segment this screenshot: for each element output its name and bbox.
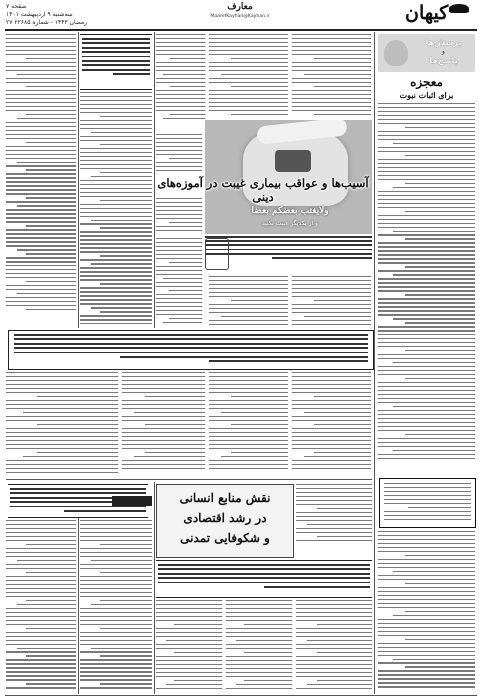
section-title: معارف — [227, 2, 253, 12]
column-divider — [374, 32, 375, 694]
feature-quote-band — [8, 330, 374, 370]
qa-subtitle: برای اثبات نبوت — [399, 90, 454, 100]
qa-banner-answers: پاسخ‌ها — [429, 56, 458, 65]
photo-caption-arabic: ولایغتب بعضکم بعضا — [251, 206, 329, 216]
logo-emblem-icon — [449, 4, 469, 13]
bottom-col-4 — [156, 600, 222, 694]
bottom-col-3 — [226, 600, 292, 694]
bottom-headline-line-2: در رشد اقتصادی — [183, 511, 267, 525]
bottom-headline-line-3: و شکوفایی تمدنی — [180, 531, 270, 545]
section-email: MaarefKayhan@Kayhan.ir — [210, 14, 270, 19]
header-rule — [5, 29, 477, 31]
page-number: صفحه ۷ — [6, 3, 27, 10]
qa-banner — [378, 34, 475, 72]
issue-number: ۲۷ رمضان ۱۴۴۳ - شماره ۲۲۶۸۵ — [6, 19, 88, 26]
bottom-mid-col — [80, 520, 152, 694]
feature-col-4 — [156, 134, 202, 174]
bottom-headline-line-1: نقش منابع انسانی — [179, 491, 271, 505]
column-divider — [78, 32, 79, 328]
feature-col-5 — [156, 198, 202, 234]
section-divider — [6, 479, 372, 480]
feature-body-col-2 — [209, 276, 288, 328]
bottom-left-col — [6, 520, 76, 694]
feature-lower-col-1 — [292, 372, 371, 474]
qa-quote-box — [379, 478, 476, 528]
left-col-2 — [80, 92, 152, 328]
feature-lower-col-2 — [209, 372, 288, 474]
feature-body-col-1 — [292, 276, 371, 328]
feature-intro-ornament-icon — [205, 238, 229, 270]
qa-banner-and: و — [442, 48, 445, 55]
qa-body-text — [378, 103, 475, 473]
left-col-1 — [6, 34, 76, 324]
bottom-col-1 — [296, 484, 372, 546]
issue-date: سه‌شنبه ۹ اردیبهشت ۱۴۰۱ — [6, 11, 73, 18]
qa-banner-label: پرسش‌ها — [425, 38, 462, 47]
feature-headline: آسیب‌ها و عواقب بیماری غیبت در آموزه‌های دینی — [157, 176, 369, 204]
phone-display-icon — [275, 150, 311, 172]
feature-col-1 — [292, 34, 371, 119]
left-lower-col-1 — [6, 372, 118, 476]
photo-caption-persian: و از یکدیگر غیبت نکنید — [262, 220, 318, 227]
bottom-quote-band — [156, 560, 372, 598]
left-intro-box — [80, 34, 152, 90]
feature-col-3 — [156, 34, 205, 129]
bottom-feature-tag — [112, 496, 152, 506]
column-divider — [78, 518, 79, 694]
qa-title: معجزه — [410, 75, 443, 89]
feature-col-2 — [209, 34, 288, 119]
qa-body-text-2 — [378, 531, 475, 693]
bottom-col-2 — [296, 600, 372, 694]
column-divider — [154, 482, 155, 694]
feature-intro — [205, 236, 372, 272]
qa-banner-head-icon — [384, 40, 408, 66]
bottom-feature-headline-box — [156, 484, 294, 558]
footer-rule — [5, 695, 477, 696]
column-divider — [154, 32, 155, 328]
feature-lower-col-3 — [122, 372, 205, 474]
newspaper-logo: کیهان — [405, 2, 449, 24]
feature-body-col-3 — [156, 238, 202, 328]
